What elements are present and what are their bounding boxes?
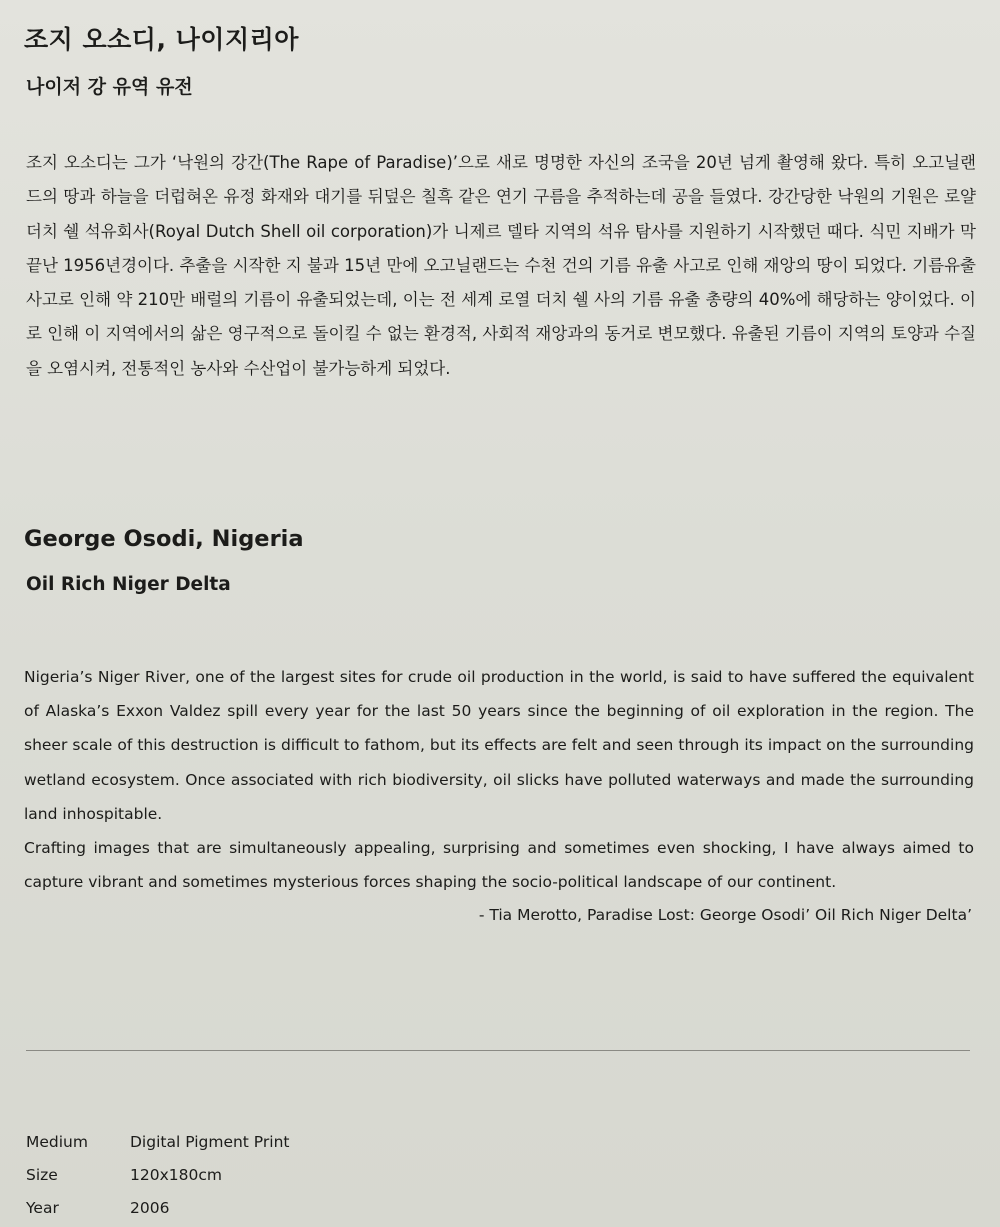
detail-value: 120x180cm: [130, 1165, 222, 1184]
divider: [26, 1050, 970, 1051]
detail-row-year: [26, 1191, 289, 1224]
korean-subtitle: 나이저 강 유역 유전: [26, 76, 193, 98]
english-paragraph-2: Crafting images that are simultaneously appealing, surprising and sometimes even shocking, I have always aimed to capture vibrant and sometimes mysterious forces shaping the socio-political landscape of our continent.: [24, 839, 974, 892]
detail-value: Digital Pigment Print: [130, 1132, 290, 1151]
detail-value: 2006: [130, 1198, 170, 1217]
korean-title: 조지 오소디, 나이지리아: [24, 25, 299, 54]
detail-row-medium: [26, 1125, 289, 1158]
detail-label: Size: [26, 1165, 58, 1184]
citation: - Tia Merotto, Paradise Lost: George Osodi’ Oil Rich Niger Delta’: [478, 906, 972, 924]
detail-row-size: [26, 1158, 289, 1191]
artwork-details: [26, 1125, 289, 1224]
korean-description: 조지 오소디는 그가 ‘낙원의 강간(The Rape of Paradise)’으로 새로 명명한 자신의 조국을 20년 넘게 촬영해 왔다. 특히 오고닐랜드의 땅과 하늘을 더럽혀온 유정 화재와 대기를 뒤덮은 칠흑 같은 연기 구름을 추적하는데 공을 들였다. 강간당한 낙원의 기원은 로얄더치 쉘 석유회사(Royal Dutch Shell oil corporation)가 니제르 델타 지역의 석유 탐사를 지원하기 시작했던 때다. 식민 지배가 막 끝난 1956년경이다. 추출을 시작한 지 불과 15년 만에 오고닐랜드는 수천 건의 기름 유출 사고로 인해 재앙의 땅이 되었다. 기름유출사고로 인해 약 210만 배럴의 기름이 유출되었는데, 이는 전 세계 로열 더치 쉘 사의 기름 유출 총량의 40%에 해당하는 양이었다. 이로 인해 이 지역에서의 삶은 영구적으로 돌이킬 수 없는 환경적, 사회적 재앙과의 동거로 변모했다. 유출된 기름이 지역의 토양과 수질을 오염시켜, 전통적인 농사와 수산업이 불가능하게 되었다.: [26, 153, 976, 378]
english-subtitle: Oil Rich Niger Delta: [26, 574, 231, 595]
english-description: [24, 660, 974, 899]
english-title: George Osodi, Nigeria: [24, 526, 304, 552]
detail-label: Year: [26, 1198, 59, 1217]
detail-label: Medium: [26, 1132, 88, 1151]
english-paragraph-1: Nigeria’s Niger River, one of the largest sites for crude oil production in the world, is said to have suffered the equivalent of Alaska’s Exxon Valdez spill every year for the last 50 years since the beginning of oil exploration in the region. The sheer scale of this destruction is difficult to fathom, but its effects are felt and seen through its impact on the surrounding wetland ecosystem. Once associated with rich biodiversity, oil slicks have polluted waterways and made the surrounding land inhospitable.: [24, 668, 974, 823]
